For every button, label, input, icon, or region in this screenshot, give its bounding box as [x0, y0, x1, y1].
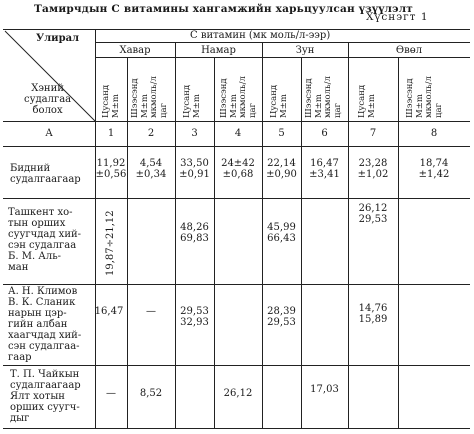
- rule-row3-bottom: [3, 365, 470, 366]
- season-spring: Хавар: [119, 45, 151, 56]
- subheader-blood: Цусанд M±m: [357, 84, 377, 118]
- table-title: Тамирчдын С витамины хангамжийн харьцуулсан үзүүлэлт: [34, 3, 414, 15]
- table-cell: 19,87÷21,12: [105, 210, 116, 276]
- table-cell: 14,76 15,89: [358, 303, 388, 325]
- subheader-blood: Цусанд M±m: [269, 84, 289, 118]
- row-source: Ташкент хо- тын орших суугчдад хий- сэн судалгаа Б. М. Аль- ман: [8, 207, 82, 273]
- header-source-label: Хэний судалгаа болох: [24, 83, 72, 116]
- subheader-blood: Цусанд M±m: [182, 84, 202, 118]
- row-source: Бидний судалгаагаар: [10, 163, 81, 185]
- subheader-urine: Шээсэнд M±m мкмоль/л цаг: [219, 76, 258, 118]
- rule-col-5: [301, 57, 302, 429]
- table-cell: 4,54 ±0,34: [135, 158, 167, 180]
- table-cell: 16,47 ±3,41: [309, 158, 340, 180]
- season-autumn: Намар: [201, 45, 236, 56]
- table-cell: —: [146, 306, 156, 317]
- col-number: 4: [234, 128, 242, 139]
- table-cell: —: [106, 388, 116, 399]
- table-cell: 28,39 29,53: [267, 306, 296, 328]
- table-cell: 33,50 ±0,91: [179, 158, 210, 180]
- subheader-urine: Шээсэнд M±m мкмоль/л цаг: [130, 76, 169, 118]
- table-cell: 23,28 ±1,02: [357, 158, 389, 180]
- col-number: 8: [430, 128, 438, 139]
- col-number: 6: [321, 128, 328, 139]
- table-cell: 8,52: [139, 388, 163, 399]
- rule-col-7: [398, 57, 399, 429]
- rule-season-bottom: [95, 57, 470, 58]
- subheader-blood: Цусанд M±m: [101, 84, 121, 118]
- table-cell: 26,12 29,53: [358, 203, 388, 225]
- col-number: 7: [369, 128, 377, 139]
- rule-col-a: [95, 29, 96, 429]
- season-summer: Зун: [295, 45, 315, 56]
- col-number: 3: [191, 128, 198, 139]
- rule-row1-bottom: [3, 198, 470, 199]
- table-cell: 24±42 ±0,68: [221, 158, 255, 180]
- table-cell: 29,53 32,93: [180, 306, 209, 328]
- rule-col-6: [348, 42, 349, 429]
- rule-row2-bottom: [3, 284, 470, 285]
- header-vitamin-label: С витамин (мк моль/л-ээр): [190, 30, 331, 41]
- table-cell: 17,03: [310, 384, 339, 395]
- col-number: 2: [147, 128, 155, 139]
- col-number: 1: [107, 128, 115, 139]
- season-winter: Өвөл: [395, 45, 423, 56]
- rule-col-3: [214, 57, 215, 429]
- col-number: 5: [278, 128, 285, 139]
- rule-col-1: [127, 57, 128, 429]
- header-season-label: Улирал: [36, 33, 80, 44]
- table-cell: 11,92 ±0,56: [95, 158, 127, 180]
- col-a-label: А: [45, 128, 53, 139]
- row-source: Т. П. Чайкын судалгаагаар Ялт хотын орших суугч- дыг: [10, 369, 81, 424]
- table-cell: 16,47: [94, 306, 124, 317]
- rule-season-top: [95, 42, 470, 43]
- subheader-urine: Шээсэнд M±m мкмоль/л цаг: [304, 76, 343, 118]
- table-cell: 48,26 69,83: [180, 222, 209, 244]
- subheader-urine: Шээсэнд M±m мкмоль/л цаг: [405, 76, 444, 118]
- rule-bottom: [3, 428, 470, 429]
- rule-numbers-bottom: [3, 146, 470, 147]
- row-source: А. Н. Климов В. К. Сланик нарын цэр- гийн албан хаагчдад хий- сэн судалгаа- гаар: [8, 286, 82, 363]
- table-cell: 18,74 ±1,42: [418, 158, 450, 180]
- table-cell: 26,12: [223, 388, 253, 399]
- table-cell: 45,99 66,43: [267, 222, 296, 244]
- table-cell: 22,14 ±0,90: [266, 158, 297, 180]
- table-number: Хүснэгт 1: [366, 11, 429, 23]
